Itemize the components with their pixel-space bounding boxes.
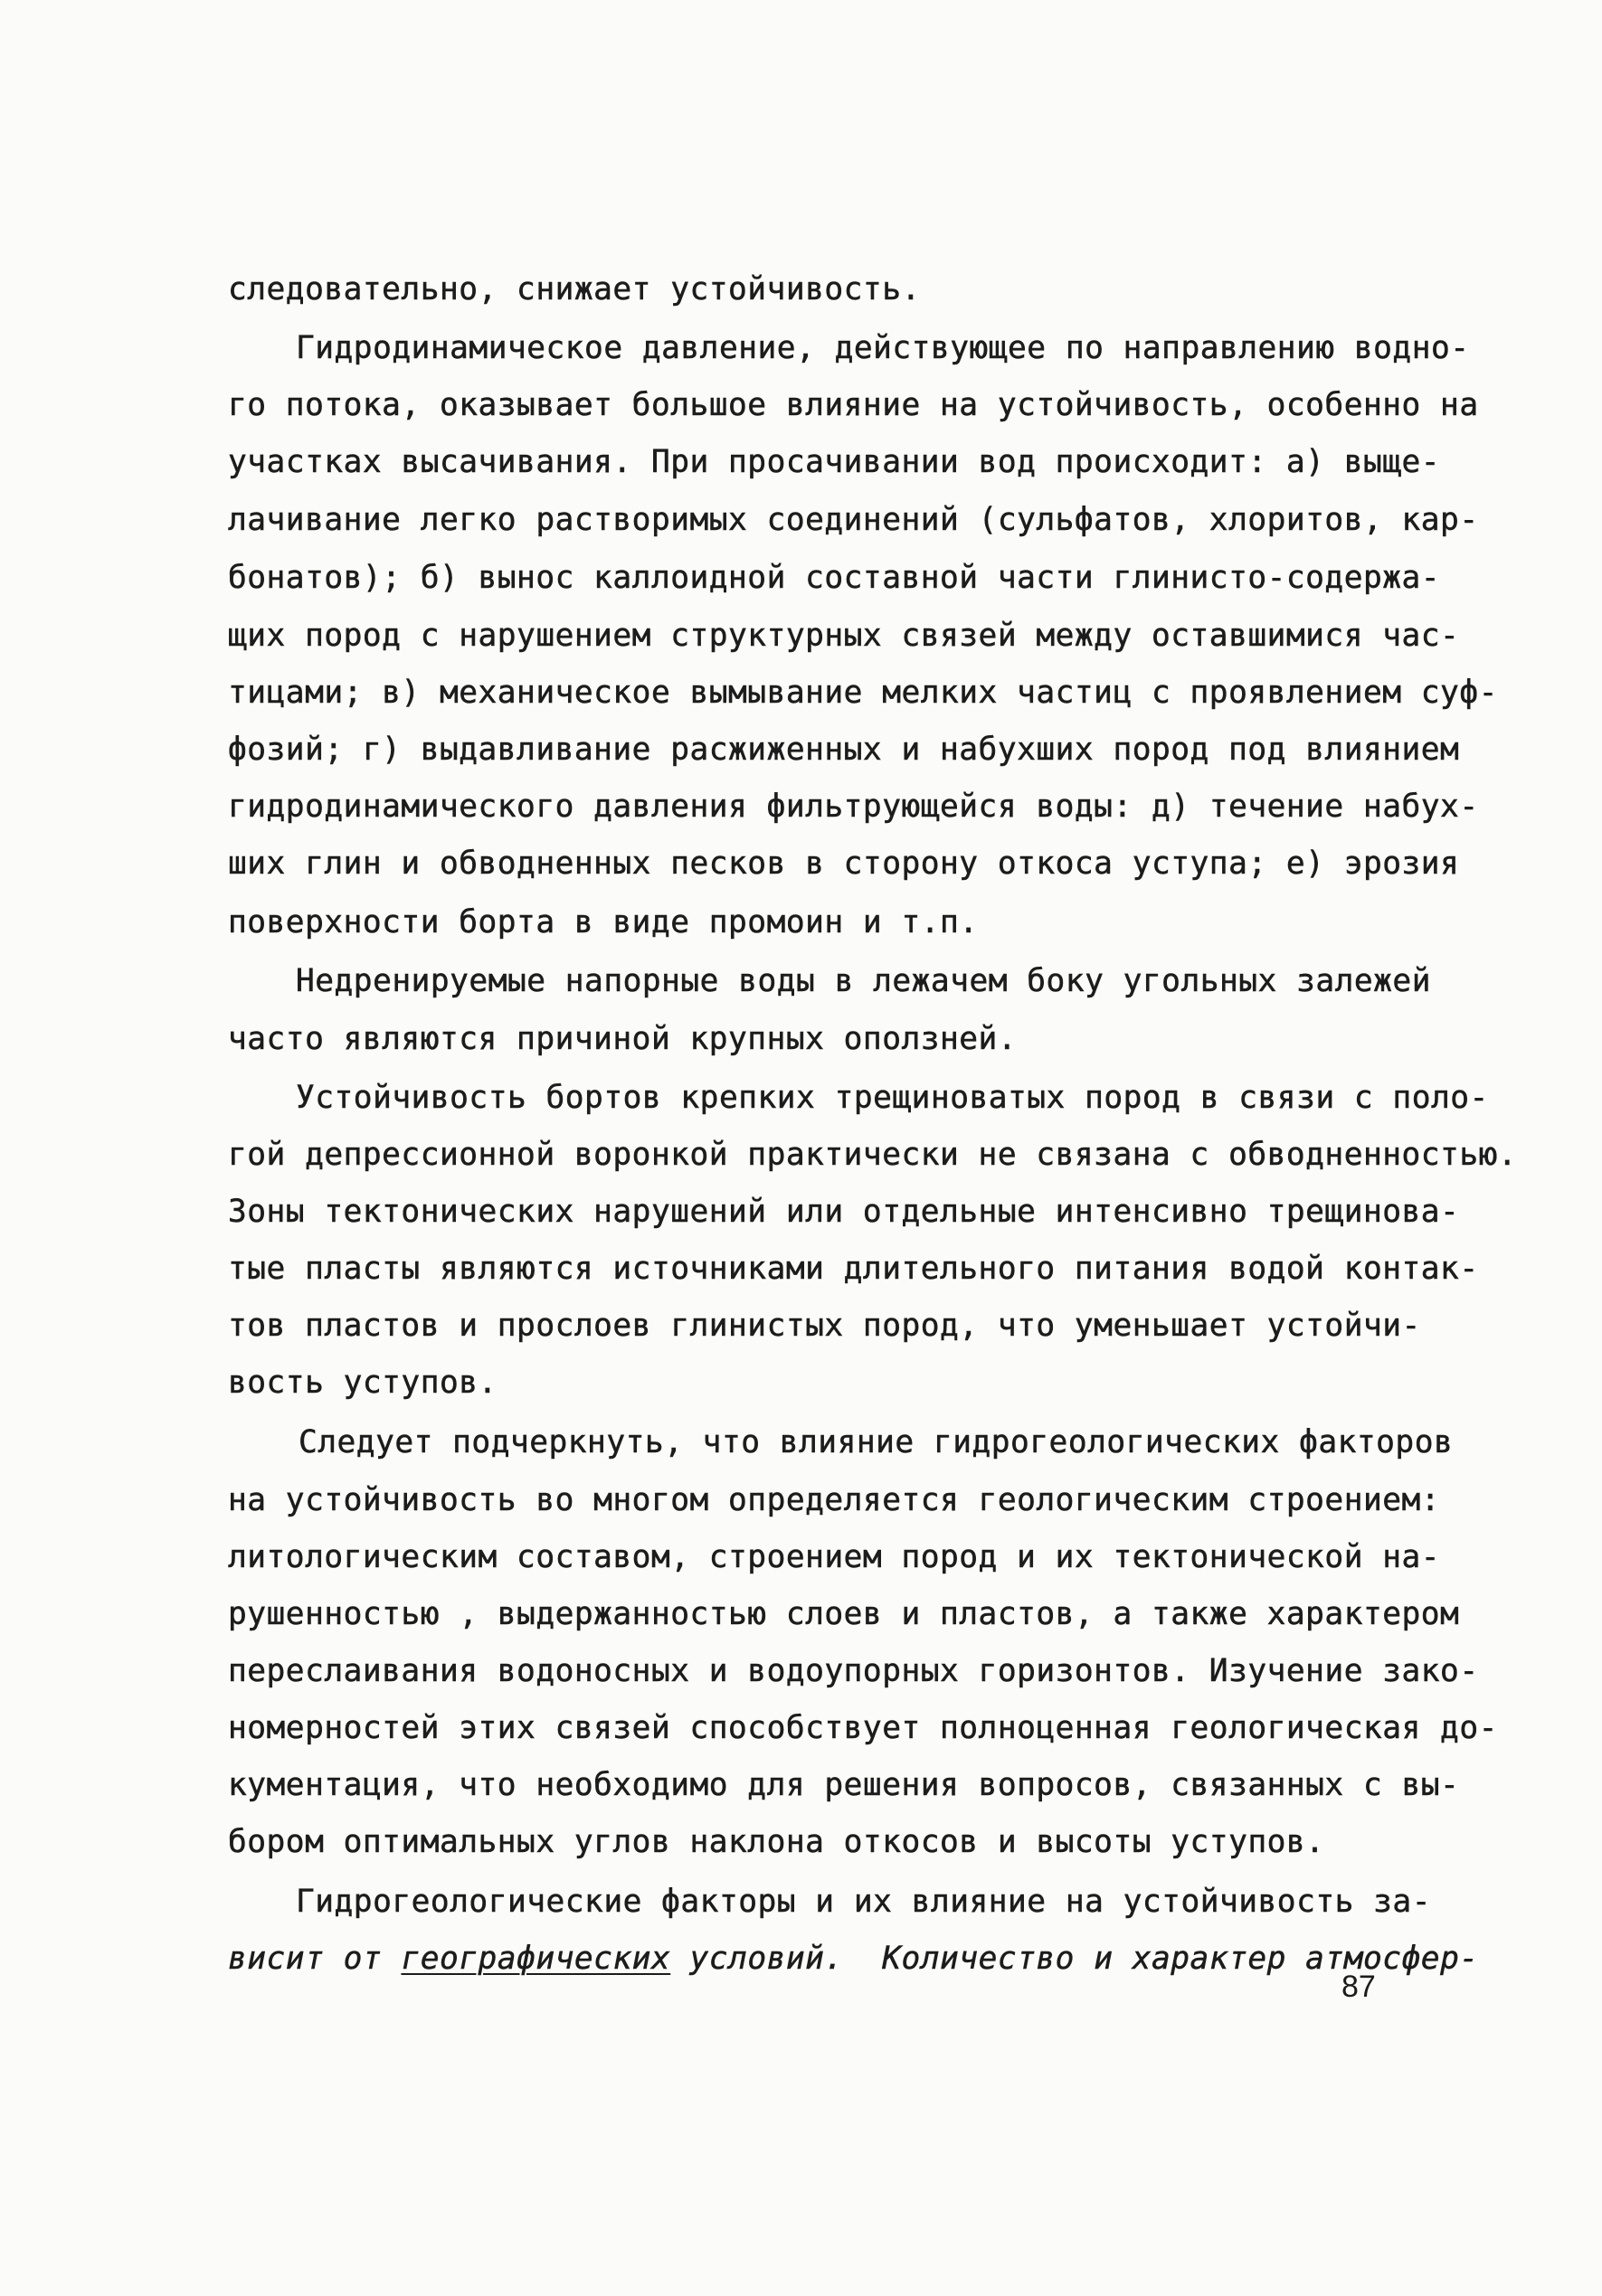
text-line: тицами; в) механическое вымывание мелких частиц с проявлением суф- xyxy=(228,675,1498,711)
text-line: Устойчивость бортов крепких трещиноватых пород в связи с поло- xyxy=(296,1080,1489,1116)
text-line: Недренируемые напорные воды в лежачем боку угольных залежей xyxy=(296,963,1431,999)
text-line: номерностей этих связей способствует полноценная геологическая до- xyxy=(228,1710,1498,1746)
text-line: часто являются причиной крупных оползней. xyxy=(228,1021,1018,1057)
text-line: тов пластов и прослоев глинистых пород, что уменьшает устойчи- xyxy=(228,1308,1421,1344)
text-fragment: висит от xyxy=(228,1941,402,1977)
text-line: поверхности борта в виде промоин и т.п. xyxy=(228,904,979,940)
text-line: рушенностью , выдержанностью слоев и пластов, а также характером xyxy=(228,1596,1460,1632)
text-line: Гидрогеологические факторы и их влияние на устойчивость за- xyxy=(296,1884,1431,1920)
text-line: лачивание легко растворимых соединений (сульфатов, хлоритов, кар- xyxy=(228,502,1479,538)
text-line: ших глин и обводненных песков в сторону откоса уступа; е) эрозия xyxy=(228,846,1460,882)
text-line: на устойчивость во многом определяется геологическим строением: xyxy=(228,1482,1441,1518)
text-line: бонатов); б) вынос каллоидной составной части глинисто-содержа- xyxy=(228,560,1441,596)
text-line: бором оптимальных углов наклона откосов и высоты уступов. xyxy=(228,1824,1325,1860)
text-line-last xyxy=(228,1943,1479,1975)
text-line: Зоны тектонических нарушений или отдельные интенсивно трещинова- xyxy=(228,1194,1460,1230)
text-line: Следует подчеркнуть, что влияние гидрогеологических факторов xyxy=(299,1424,1454,1460)
text-line: гидродинамического давления фильтрующейся воды: д) течение набух- xyxy=(228,789,1479,825)
text-line: кументация, что необходимо для решения вопросов, связанных с вы- xyxy=(228,1767,1460,1803)
text-line: вость уступов. xyxy=(228,1365,498,1401)
text-line: следовательно, снижает устойчивость. xyxy=(228,271,921,307)
text-line: гой депрессионной воронкой практически не связана с обводненностью. xyxy=(228,1137,1518,1173)
text-line: фозий; г) выдавливание расжиженных и набухших пород под влиянием xyxy=(228,732,1460,768)
text-line: тые пласты являются источниками длительного питания водой контак- xyxy=(228,1251,1479,1287)
underlined-word: географических xyxy=(401,1941,671,1977)
text-line: го потока, оказывает большое влияние на устойчивость, особенно на xyxy=(228,387,1479,423)
text-line: переслаивания водоносных и водоупорных горизонтов. Изучение зако- xyxy=(228,1653,1479,1689)
text-line: щих пород с нарушением структурных связей между оставшимися час- xyxy=(228,618,1460,654)
text-line: Гидродинамическое давление, действующее по направлению водно- xyxy=(296,330,1470,366)
page-number: 87 xyxy=(1341,1970,1376,2004)
text-line: участках высачивания. При просачивании вод происходит: а) выще- xyxy=(228,444,1441,480)
text-fragment: условий. Количество и характер атмосфер- xyxy=(670,1941,1479,1977)
text-line: литологическим составом, строением пород и их тектонической на- xyxy=(228,1539,1441,1575)
